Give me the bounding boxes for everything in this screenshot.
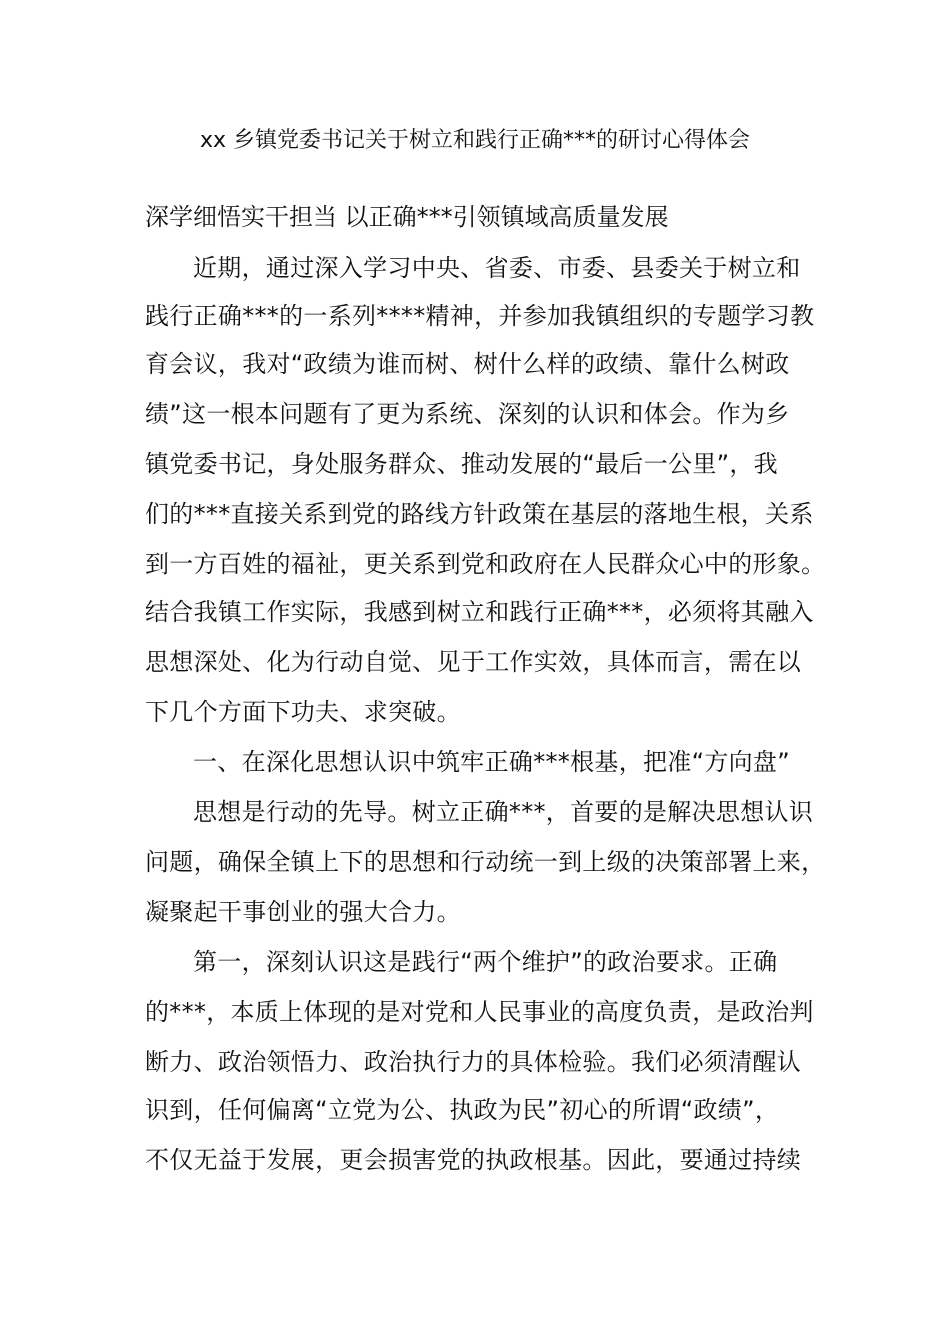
paragraph-line: 绩”这一根本问题有了更为系统、深刻的认识和体会。作为乡	[145, 400, 790, 428]
paragraph-line: 思想是行动的先导。树立正确***，首要的是解决思想认识	[193, 798, 814, 826]
paragraph-line: 问题，确保全镇上下的思想和行动统一到上级的决策部署上来，	[145, 848, 826, 876]
paragraph-line: 践行正确***的一系列****精神，并参加我镇组织的专题学习教	[145, 302, 815, 330]
paragraph-line: 思想深处、化为行动自觉、见于工作实效，具体而言，需在以	[145, 648, 802, 676]
paragraph-line: 凝聚起干事创业的强大合力。	[145, 898, 461, 926]
paragraph-line: 们的***直接关系到党的路线方针政策在基层的落地生根，关系	[145, 500, 814, 528]
paragraph-line: 不仅无益于发展，更会损害党的执政根基。因此，要通过持续	[145, 1146, 802, 1174]
paragraph-line: 断力、政治领悟力、政治执行力的具体检验。我们必须清醒认	[145, 1048, 802, 1076]
paragraph-line: 结合我镇工作实际，我感到树立和践行正确***，必须将其融入	[145, 598, 814, 626]
paragraph-line: 的***，本质上体现的是对党和人民事业的高度负责，是政治判	[145, 998, 814, 1026]
document-subtitle: 深学细悟实干担当 以正确***引领镇域高质量发展	[145, 203, 669, 231]
paragraph-line: 近期，通过深入学习中央、省委、市委、县委关于树立和	[193, 254, 801, 282]
paragraph-line: 下几个方面下功夫、求突破。	[145, 698, 461, 726]
paragraph-line: 镇党委书记，身处服务群众、推动发展的“最后一公里”，我	[145, 450, 778, 478]
paragraph-line: 育会议，我对“政绩为谁而树、树什么样的政绩、靠什么树政	[145, 350, 790, 378]
section-heading: 一、在深化思想认识中筑牢正确***根基，把准“方向盘”	[193, 748, 790, 776]
paragraph-line: 第一，深刻认识这是践行“两个维护”的政治要求。正确	[193, 948, 778, 976]
paragraph-line: 到一方百姓的福祉，更关系到党和政府在人民群众心中的形象。	[145, 550, 826, 578]
document-title: xx 乡镇党委书记关于树立和践行正确***的研讨心得体会	[199, 128, 751, 153]
paragraph-line: 识到，任何偏离“立党为公、执政为民”初心的所谓“政绩”，	[145, 1096, 780, 1124]
